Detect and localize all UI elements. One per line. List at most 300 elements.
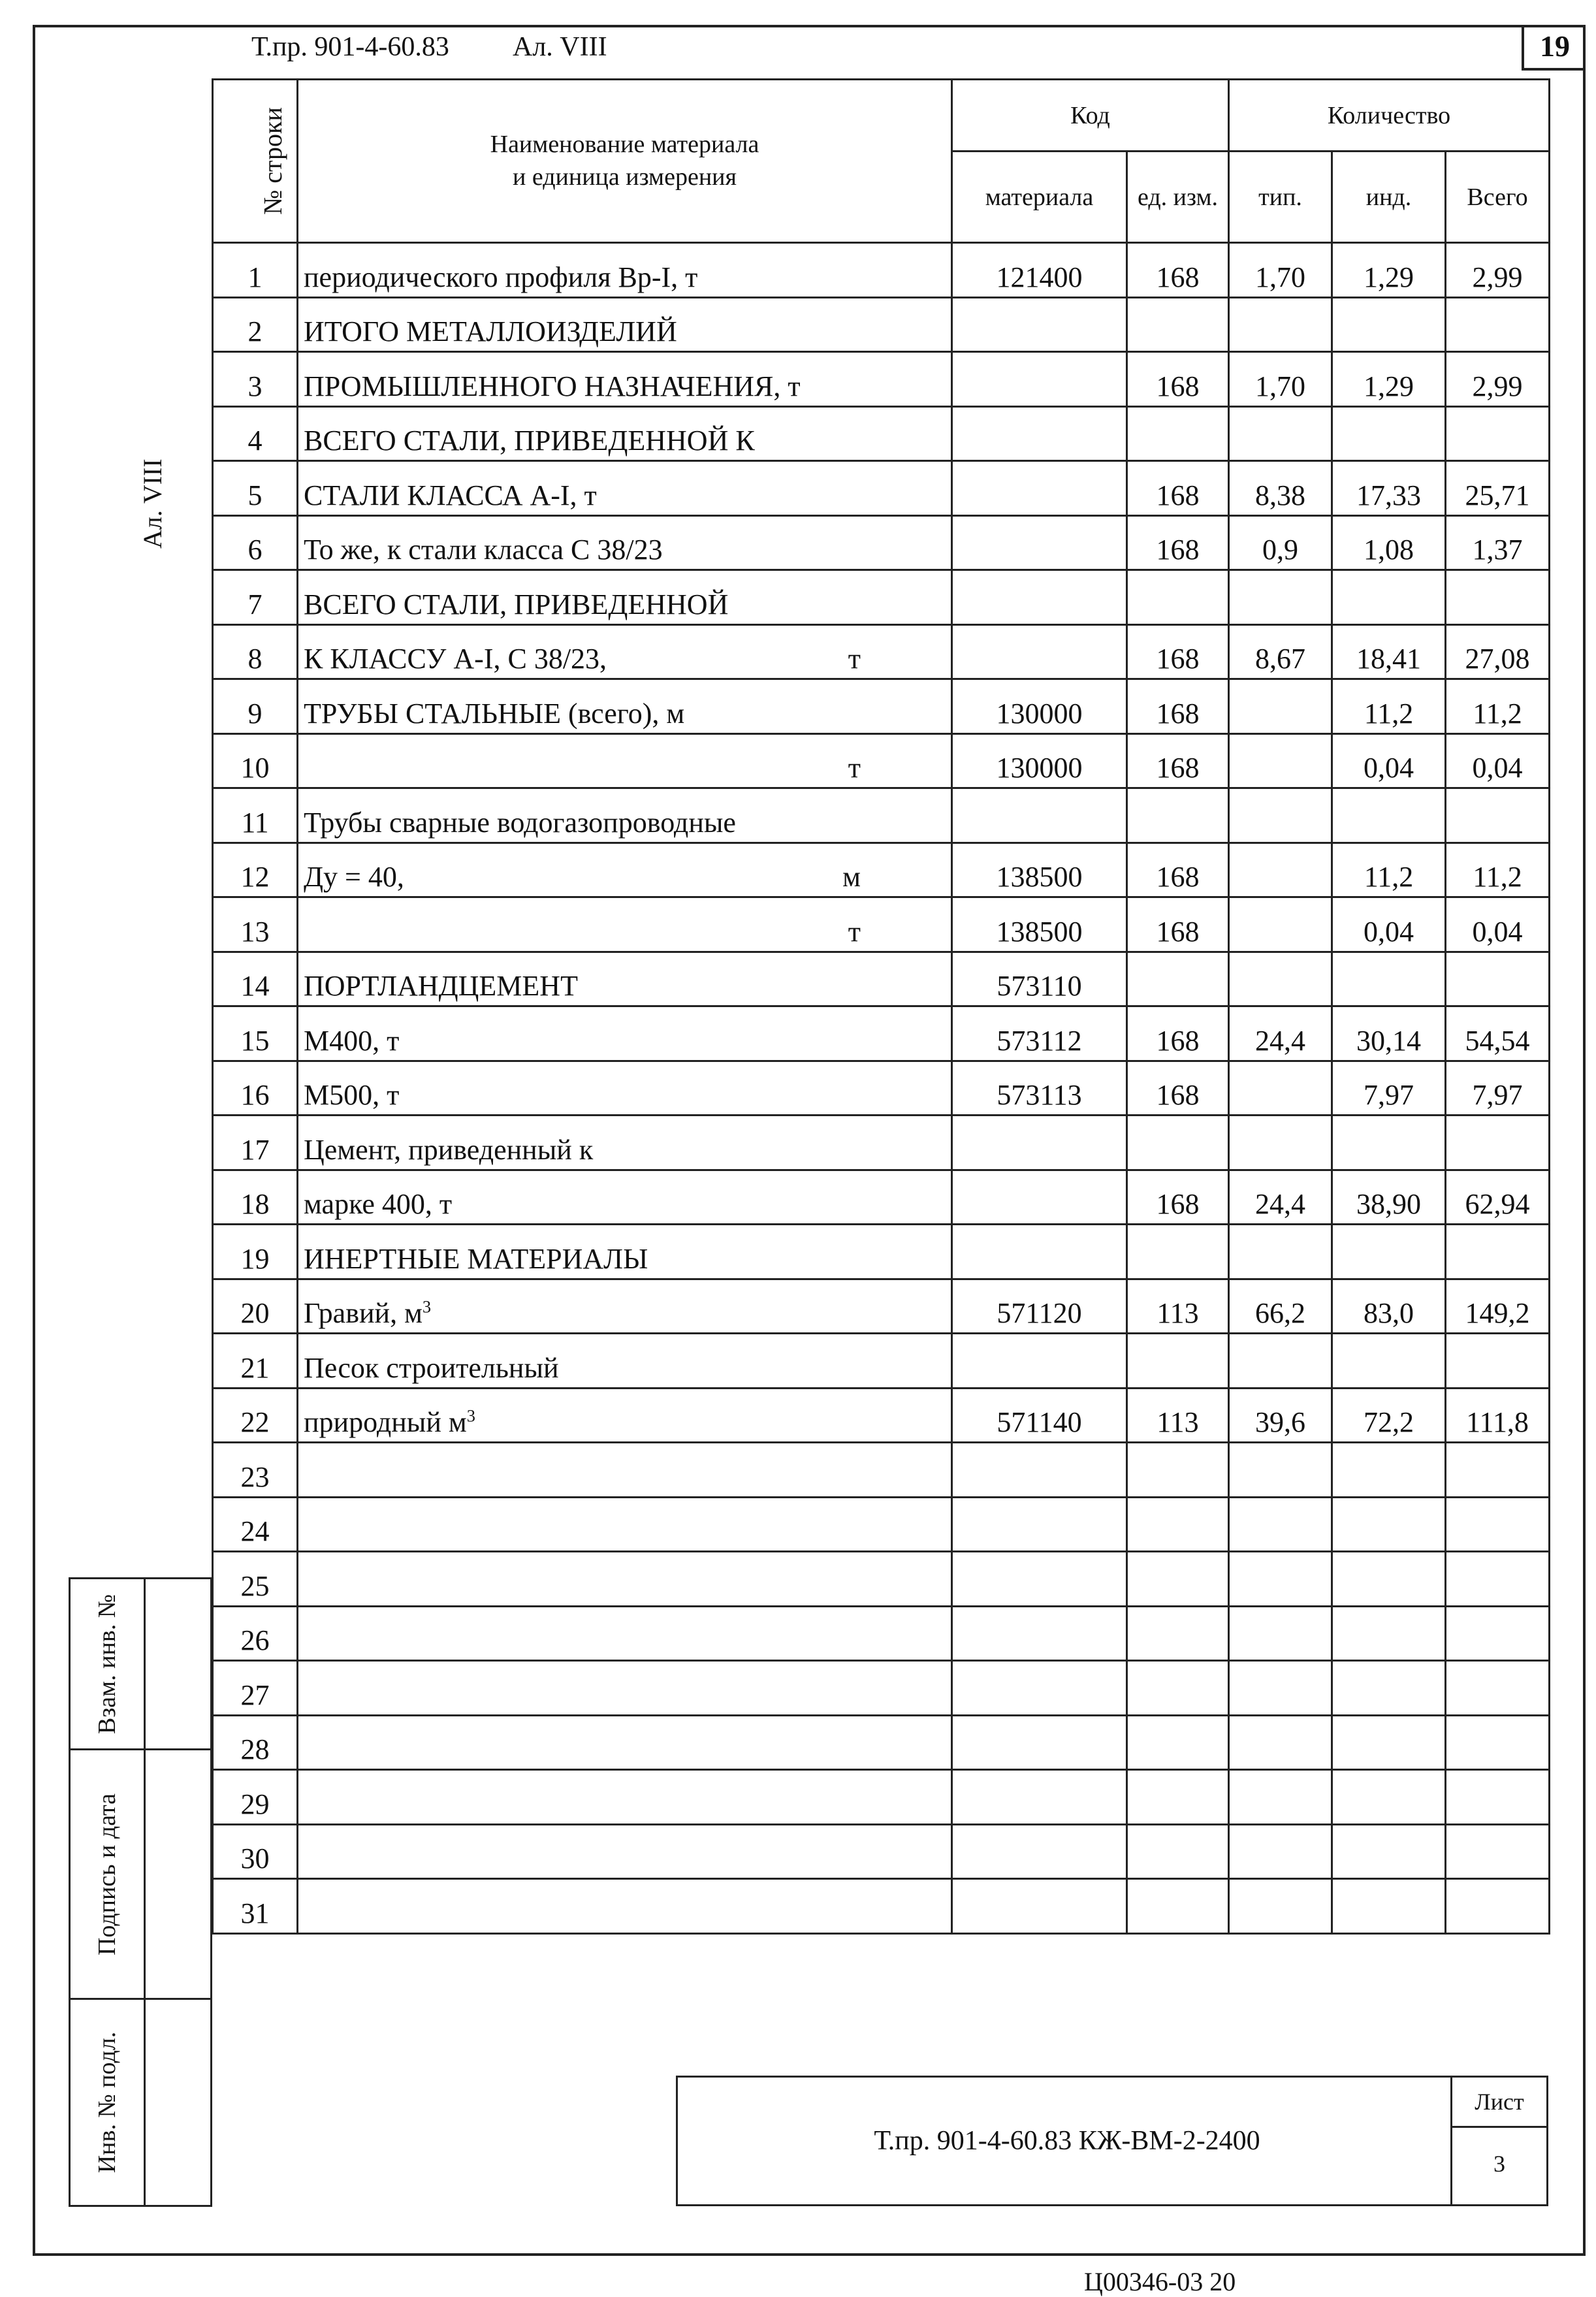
material-name-text: Песок строительный: [304, 1351, 559, 1384]
row-number: 17: [213, 1116, 298, 1170]
material-name-text: ВСЕГО СТАЛИ, ПРИВЕДЕННОЙ К: [304, 425, 755, 457]
row-number: 21: [213, 1334, 298, 1389]
qty-typ: [1229, 1770, 1332, 1825]
material-name: [298, 624, 952, 679]
stamp-vzam-label: Взам. инв. №: [93, 1594, 121, 1734]
table-row: [213, 1879, 1550, 1934]
qty-ind: 83,0: [1332, 1279, 1446, 1334]
material-name: [298, 679, 952, 734]
stamp-inv: [69, 1998, 212, 2207]
qty-ind: [1332, 406, 1446, 461]
table-row: [213, 297, 1550, 352]
unit-code: 168: [1127, 243, 1229, 298]
qty-typ: [1229, 1552, 1332, 1607]
material-code: 571120: [952, 1279, 1127, 1334]
unit-code: [1127, 788, 1229, 843]
unit-code: 168: [1127, 515, 1229, 570]
material-name: [298, 1061, 952, 1116]
header-code: Код: [952, 80, 1229, 152]
qty-ind: [1332, 1661, 1446, 1716]
qty-typ: [1229, 406, 1332, 461]
material-name-text: марке 400, т: [304, 1188, 453, 1220]
row-number: 10: [213, 733, 298, 788]
qty-ind: [1332, 952, 1446, 1006]
unit-code: 168: [1127, 1170, 1229, 1225]
table-row: [213, 1225, 1550, 1279]
material-name-text: ВСЕГО СТАЛИ, ПРИВЕДЕННОЙ: [304, 588, 729, 620]
qty-ind: [1332, 1116, 1446, 1170]
album-label: Ал. VIII: [513, 32, 607, 62]
qty-ind: [1332, 1443, 1446, 1498]
material-name: [298, 1334, 952, 1389]
material-name: [298, 1116, 952, 1170]
stamp-podpis-label: Подпись и дата: [93, 1793, 121, 1955]
material-name: [298, 1770, 952, 1825]
qty-total: [1446, 1116, 1550, 1170]
table-row: [213, 1497, 1550, 1552]
material-name: [298, 515, 952, 570]
material-name: [298, 1824, 952, 1879]
qty-typ: [1229, 788, 1332, 843]
unit-code: [1127, 952, 1229, 1006]
qty-ind: 0,04: [1332, 733, 1446, 788]
qty-total: [1446, 1715, 1550, 1770]
material-code: [952, 352, 1127, 407]
material-code: [952, 461, 1127, 516]
qty-typ: 0,9: [1229, 515, 1332, 570]
stamp-podpis: [69, 1748, 212, 2000]
material-name-text: М400, т: [304, 1024, 400, 1057]
qty-total: [1446, 406, 1550, 461]
table-row: [213, 1388, 1550, 1443]
table-row: [213, 897, 1550, 952]
row-number: 22: [213, 1388, 298, 1443]
row-number: 6: [213, 515, 298, 570]
row-number: 5: [213, 461, 298, 516]
table-row: [213, 1606, 1550, 1661]
qty-total: 25,71: [1446, 461, 1550, 516]
unit-code: [1127, 1715, 1229, 1770]
table-row: [213, 679, 1550, 734]
table-row: [213, 352, 1550, 407]
material-name-text: ПОРТЛАНДЦЕМЕНТ: [304, 970, 578, 1002]
doc-code: Т.пр. 901-4-60.83: [251, 32, 449, 62]
row-number: 27: [213, 1661, 298, 1716]
row-number: 31: [213, 1879, 298, 1934]
qty-total: [1446, 1770, 1550, 1825]
unit-code: [1127, 1334, 1229, 1389]
row-number: 1: [213, 243, 298, 298]
material-name: [298, 1661, 952, 1716]
table-row: [213, 243, 1550, 298]
row-number: 19: [213, 1225, 298, 1279]
table-row: [213, 1170, 1550, 1225]
table-row: [213, 515, 1550, 570]
material-name-text: ПРОМЫШЛЕННОГО НАЗНАЧЕНИЯ, т: [304, 370, 801, 402]
qty-typ: [1229, 679, 1332, 734]
unit-superscript: 3: [422, 1296, 432, 1317]
qty-ind: 1,08: [1332, 515, 1446, 570]
material-name: [298, 952, 952, 1006]
table-row: [213, 1334, 1550, 1389]
material-name-text: М500, т: [304, 1079, 400, 1111]
row-number: 30: [213, 1824, 298, 1879]
material-code: [952, 406, 1127, 461]
qty-ind: [1332, 788, 1446, 843]
material-name: [298, 1552, 952, 1607]
qty-ind: 17,33: [1332, 461, 1446, 516]
qty-typ: [1229, 297, 1332, 352]
table-row: [213, 952, 1550, 1006]
unit-code: [1127, 1497, 1229, 1552]
header-quantity: Количество: [1229, 80, 1550, 152]
title-block: [676, 2076, 1548, 2206]
row-number: 13: [213, 897, 298, 952]
material-name: [298, 1279, 952, 1334]
unit-code: 113: [1127, 1279, 1229, 1334]
table-row: [213, 1715, 1550, 1770]
material-name: [298, 788, 952, 843]
material-code: [952, 1824, 1127, 1879]
row-number: 12: [213, 843, 298, 897]
qty-total: [1446, 1334, 1550, 1389]
row-number: 14: [213, 952, 298, 1006]
sheet-value: 3: [1493, 2151, 1505, 2177]
unit-code: [1127, 297, 1229, 352]
row-number: 11: [213, 788, 298, 843]
qty-total: [1446, 1225, 1550, 1279]
table-row: [213, 1552, 1550, 1607]
material-code: [952, 1116, 1127, 1170]
material-code: [952, 1552, 1127, 1607]
material-name-text: ТРУБЫ СТАЛЬНЫЕ (всего), м: [304, 697, 685, 730]
material-code: [952, 1225, 1127, 1279]
material-name: [298, 461, 952, 516]
qty-ind: 11,2: [1332, 679, 1446, 734]
material-name: [298, 843, 952, 897]
unit-code: [1127, 570, 1229, 625]
material-name-unit: т: [848, 915, 861, 948]
material-name-text: ИНЕРТНЫЕ МАТЕРИАЛЫ: [304, 1242, 648, 1275]
material-code: 121400: [952, 243, 1127, 298]
qty-ind: [1332, 297, 1446, 352]
qty-ind: [1332, 1225, 1446, 1279]
qty-ind: [1332, 1715, 1446, 1770]
qty-typ: 8,67: [1229, 624, 1332, 679]
qty-ind: [1332, 1824, 1446, 1879]
table-row: [213, 1061, 1550, 1116]
qty-typ: [1229, 1497, 1332, 1552]
row-number: 24: [213, 1497, 298, 1552]
material-name-text: То же, к стали класса С 38/23: [304, 534, 663, 566]
header-unit: ед. изм.: [1127, 152, 1229, 243]
table-row: [213, 570, 1550, 625]
material-name-text: Гравий, м: [304, 1297, 423, 1329]
qty-typ: [1229, 1061, 1332, 1116]
material-code: [952, 1443, 1127, 1498]
material-code: [952, 1770, 1127, 1825]
materials-table: [212, 78, 1550, 1935]
table-row: [213, 1443, 1550, 1498]
qty-ind: 0,04: [1332, 897, 1446, 952]
unit-code: [1127, 1225, 1229, 1279]
material-name-text: Трубы сварные водогазопроводные: [304, 806, 736, 839]
qty-total: 11,2: [1446, 679, 1550, 734]
qty-total: [1446, 1661, 1550, 1716]
qty-typ: [1229, 1661, 1332, 1716]
qty-total: [1446, 1497, 1550, 1552]
table-row: [213, 624, 1550, 679]
qty-total: [1446, 1824, 1550, 1879]
row-number: 20: [213, 1279, 298, 1334]
unit-code: [1127, 1606, 1229, 1661]
unit-code: 168: [1127, 843, 1229, 897]
material-code: [952, 788, 1127, 843]
qty-typ: 1,70: [1229, 352, 1332, 407]
material-name-text: природный м: [304, 1406, 467, 1438]
material-code: 138500: [952, 843, 1127, 897]
material-code: [952, 297, 1127, 352]
qty-total: 111,8: [1446, 1388, 1550, 1443]
row-number: 25: [213, 1552, 298, 1607]
table-row: [213, 733, 1550, 788]
qty-ind: 1,29: [1332, 352, 1446, 407]
unit-superscript: 3: [466, 1406, 475, 1426]
unit-code: [1127, 1770, 1229, 1825]
material-name: [298, 352, 952, 407]
qty-total: 149,2: [1446, 1279, 1550, 1334]
unit-code: 168: [1127, 352, 1229, 407]
qty-typ: [1229, 1443, 1332, 1498]
unit-code: [1127, 1661, 1229, 1716]
material-code: [952, 1170, 1127, 1225]
header-total: Всего: [1446, 152, 1550, 243]
qty-ind: 11,2: [1332, 843, 1446, 897]
material-code: [952, 1334, 1127, 1389]
material-name: [298, 733, 952, 788]
row-number: 9: [213, 679, 298, 734]
unit-code: 168: [1127, 1061, 1229, 1116]
table-row: [213, 1006, 1550, 1061]
material-code: [952, 1715, 1127, 1770]
header-row-number: № строки: [213, 80, 298, 243]
unit-code: [1127, 1552, 1229, 1607]
qty-typ: [1229, 1116, 1332, 1170]
qty-ind: [1332, 1606, 1446, 1661]
material-code: [952, 1497, 1127, 1552]
unit-code: [1127, 1443, 1229, 1498]
material-code: 571140: [952, 1388, 1127, 1443]
material-name-text: Ду = 40,: [304, 861, 404, 893]
material-name-unit: т: [848, 643, 861, 675]
title-block-sheet: [1450, 2078, 1546, 2204]
row-number: 8: [213, 624, 298, 679]
table-row: [213, 1279, 1550, 1334]
table-row: [213, 1824, 1550, 1879]
qty-typ: [1229, 843, 1332, 897]
qty-total: 54,54: [1446, 1006, 1550, 1061]
qty-ind: 18,41: [1332, 624, 1446, 679]
material-name: [298, 406, 952, 461]
row-number: 3: [213, 352, 298, 407]
row-number: 23: [213, 1443, 298, 1498]
qty-total: 11,2: [1446, 843, 1550, 897]
qty-total: 2,99: [1446, 352, 1550, 407]
material-name-unit: м: [842, 861, 861, 893]
unit-code: 168: [1127, 1006, 1229, 1061]
footer-code: Ц00346-03 20: [1084, 2267, 1236, 2296]
material-name-text: периодического профиля Вр-I, т: [304, 261, 698, 293]
material-code: [952, 1661, 1127, 1716]
table-row: [213, 843, 1550, 897]
qty-total: [1446, 1552, 1550, 1607]
material-code: 573112: [952, 1006, 1127, 1061]
qty-total: [1446, 1879, 1550, 1934]
qty-total: 0,04: [1446, 897, 1550, 952]
qty-typ: [1229, 1879, 1332, 1934]
material-code: [952, 624, 1127, 679]
table-row: [213, 461, 1550, 516]
unit-code: 168: [1127, 624, 1229, 679]
qty-ind: [1332, 1552, 1446, 1607]
material-name: [298, 1225, 952, 1279]
qty-ind: 72,2: [1332, 1388, 1446, 1443]
material-name: [298, 1388, 952, 1443]
material-name: [298, 1170, 952, 1225]
qty-ind: [1332, 1497, 1446, 1552]
unit-code: [1127, 1824, 1229, 1879]
row-number: 4: [213, 406, 298, 461]
qty-ind: 30,14: [1332, 1006, 1446, 1061]
table-row: [213, 1770, 1550, 1825]
unit-code: 168: [1127, 679, 1229, 734]
material-name-text: ИТОГО МЕТАЛЛОИЗДЕЛИЙ: [304, 315, 677, 347]
qty-total: 2,99: [1446, 243, 1550, 298]
material-name: [298, 1715, 952, 1770]
qty-typ: 66,2: [1229, 1279, 1332, 1334]
qty-typ: [1229, 952, 1332, 1006]
qty-ind: 7,97: [1332, 1061, 1446, 1116]
material-name-text: Цемент, приведенный к: [304, 1133, 594, 1166]
header-name: Наименование материала и единица измерения: [298, 80, 952, 243]
row-number: 29: [213, 1770, 298, 1825]
material-code: 573110: [952, 952, 1127, 1006]
material-code: [952, 515, 1127, 570]
qty-typ: 24,4: [1229, 1006, 1332, 1061]
stamp-inv-label: Инв. № подл.: [93, 2031, 121, 2174]
unit-code: 113: [1127, 1388, 1229, 1443]
qty-typ: 8,38: [1229, 461, 1332, 516]
unit-code: [1127, 1879, 1229, 1934]
material-code: [952, 1879, 1127, 1934]
material-code: 138500: [952, 897, 1127, 952]
qty-typ: [1229, 570, 1332, 625]
qty-typ: 39,6: [1229, 1388, 1332, 1443]
table-row: [213, 1116, 1550, 1170]
qty-typ: [1229, 1715, 1332, 1770]
material-name: [298, 570, 952, 625]
row-number: 2: [213, 297, 298, 352]
material-name: [298, 1606, 952, 1661]
qty-total: 7,97: [1446, 1061, 1550, 1116]
material-code: 573113: [952, 1061, 1127, 1116]
material-code: [952, 1606, 1127, 1661]
qty-total: [1446, 297, 1550, 352]
qty-total: 0,04: [1446, 733, 1550, 788]
qty-ind: [1332, 1770, 1446, 1825]
row-number: 7: [213, 570, 298, 625]
qty-typ: [1229, 897, 1332, 952]
material-code: [952, 570, 1127, 625]
material-name: [298, 1443, 952, 1498]
qty-total: [1446, 1606, 1550, 1661]
qty-total: 27,08: [1446, 624, 1550, 679]
unit-code: [1127, 406, 1229, 461]
qty-typ: [1229, 1824, 1332, 1879]
material-name: [298, 297, 952, 352]
material-name-text: К КЛАССУ А-I, С 38/23,: [304, 643, 607, 675]
table-row: [213, 406, 1550, 461]
side-album-label: Ал. VIII: [138, 458, 167, 549]
stamp-vzam: [69, 1577, 212, 1750]
qty-total: [1446, 788, 1550, 843]
row-number: 18: [213, 1170, 298, 1225]
qty-typ: [1229, 1606, 1332, 1661]
qty-total: [1446, 1443, 1550, 1498]
material-name: [298, 1879, 952, 1934]
title-block-code: Т.пр. 901-4-60.83 КЖ-ВМ-2-2400: [874, 2126, 1260, 2156]
qty-total: [1446, 570, 1550, 625]
unit-code: 168: [1127, 461, 1229, 516]
qty-ind: [1332, 570, 1446, 625]
qty-ind: [1332, 1334, 1446, 1389]
unit-code: 168: [1127, 897, 1229, 952]
material-name-unit: т: [848, 752, 861, 784]
row-number: 15: [213, 1006, 298, 1061]
unit-code: [1127, 1116, 1229, 1170]
material-name-text: СТАЛИ КЛАССА А-I, т: [304, 479, 597, 511]
header-material: материала: [952, 152, 1127, 243]
qty-typ: 24,4: [1229, 1170, 1332, 1225]
qty-ind: [1332, 1879, 1446, 1934]
table-row: [213, 788, 1550, 843]
material-code: 130000: [952, 679, 1127, 734]
qty-total: 1,37: [1446, 515, 1550, 570]
table-row: [213, 1661, 1550, 1716]
material-name: [298, 1006, 952, 1061]
unit-code: 168: [1127, 733, 1229, 788]
sheet-label: Лист: [1452, 2078, 1546, 2128]
material-name: [298, 1497, 952, 1552]
row-number: 16: [213, 1061, 298, 1116]
qty-typ: 1,70: [1229, 243, 1332, 298]
qty-total: 62,94: [1446, 1170, 1550, 1225]
row-number: 26: [213, 1606, 298, 1661]
qty-typ: [1229, 1225, 1332, 1279]
qty-ind: 1,29: [1332, 243, 1446, 298]
material-name: [298, 897, 952, 952]
qty-ind: 38,90: [1332, 1170, 1446, 1225]
qty-typ: [1229, 733, 1332, 788]
row-number: 28: [213, 1715, 298, 1770]
material-name: [298, 243, 952, 298]
header-typ: тип.: [1229, 152, 1332, 243]
material-code: 130000: [952, 733, 1127, 788]
qty-total: [1446, 952, 1550, 1006]
page-number: 19: [1522, 25, 1586, 71]
header-ind: инд.: [1332, 152, 1446, 243]
qty-typ: [1229, 1334, 1332, 1389]
